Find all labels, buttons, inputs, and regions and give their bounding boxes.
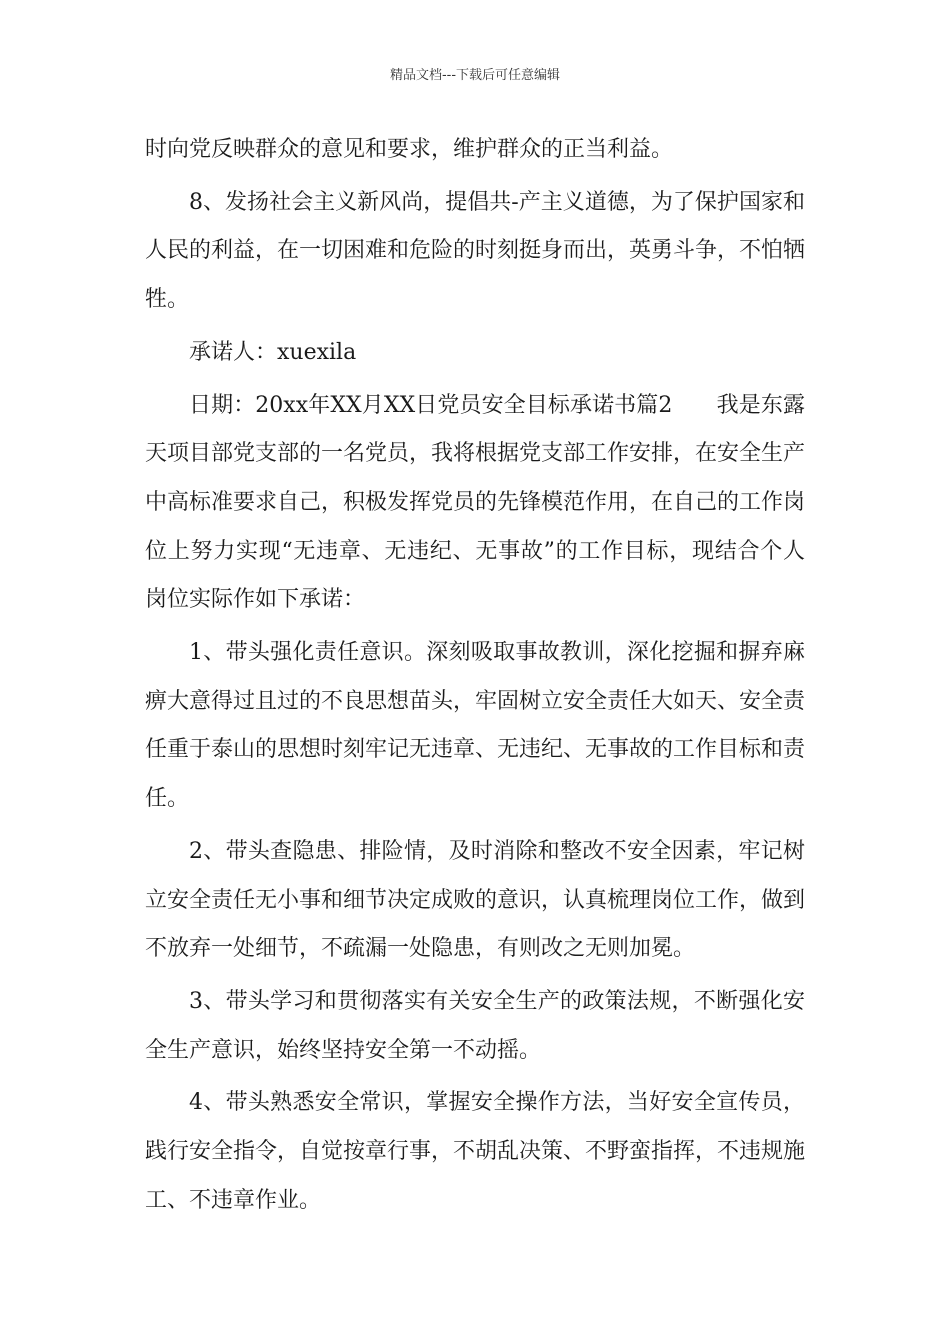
paragraph-item-3: 3、带头学习和贯彻落实有关安全生产的政策法规，不断强化安全生产意识，始终坚持安全第一不动摇。 — [145, 988, 805, 1063]
paragraph-promisor: 承诺人：xuexila — [189, 339, 357, 365]
paragraph-item-1: 1、带头强化责任意识。深刻吸取事故教训，深化挖掘和摒弃麻痹大意得过且过的不良思想苗头，牢固树立安全责任大如天、安全责任重于泰山的思想时刻牢记无违章、无违纪、无事故的工作目标和责任。 — [145, 640, 806, 812]
paragraph-item-2: 2、带头查隐患、排险情，及时消除和整改不安全因素，牢记树立安全责任无小事和细节决定成败的意识，认真梳理岗位工作，做到不放弃一处细节，不疏漏一处隐患，有则改之无则加冕。 — [145, 838, 806, 962]
page-header: 精品文档---下载后可任意编辑 — [389, 68, 561, 83]
paragraph-date-intro: 日期：20xx年XX月XX日党员安全目标承诺书篇2 我是东露天项目部党支部的一名党员，我将根据党支部工作安排，在安全生产中高标准要求自己，积极发挥党员的先锋模范作用，在自己的工作岗位上努力实现“无违章、无违纪、无事故”的工作目标，现结合个人岗位实际作如下承诺： — [145, 392, 806, 613]
document-body — [145, 126, 805, 1229]
paragraph-item-8: 8、发扬社会主义新风尚，提倡共-产主义道德，为了保护国家和人民的利益，在一切困难和危险的时刻挺身而出，英勇斗争，不怕牺牲。 — [145, 189, 806, 313]
paragraph-item-4: 4、带头熟悉安全常识，掌握安全操作方法，当好安全宣传员，践行安全指令，自觉按章行事，不胡乱决策、不野蛮指挥，不违规施工、不违章作业。 — [145, 1090, 806, 1213]
paragraph-continuation: 时向党反映群众的意见和要求，维护群众的正当利益。 — [145, 137, 674, 162]
